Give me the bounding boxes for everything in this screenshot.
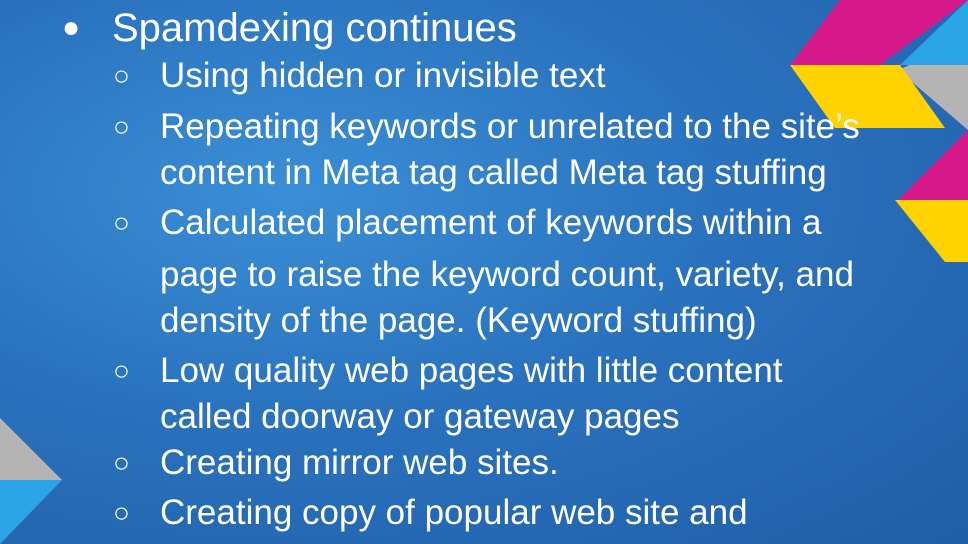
sub-bullet: ○ bbox=[113, 497, 130, 528]
list-item-line: Using hidden or invisible text bbox=[160, 56, 606, 95]
list-item-line: Creating copy of popular web site and bbox=[160, 493, 748, 532]
list-item-line: page to raise the keyword count, variety, and bbox=[160, 255, 854, 294]
sub-bullet: ○ bbox=[113, 207, 130, 238]
list-item-line: Creating mirror web sites. bbox=[160, 443, 559, 482]
list-item-line: Calculated placement of keywords within a bbox=[160, 203, 822, 242]
list-item-line: Low quality web pages with little content bbox=[160, 351, 783, 390]
list-item-line: Repeating keywords or unrelated to the site’s bbox=[160, 107, 860, 146]
sub-bullet: ○ bbox=[113, 355, 130, 386]
sub-bullet: ○ bbox=[113, 111, 130, 142]
slide-title: Spamdexing continues bbox=[112, 6, 517, 50]
list-item-line: content in Meta tag called Meta tag stuffing bbox=[160, 153, 827, 192]
title-bullet: ● bbox=[62, 11, 81, 44]
list-item-line: called doorway or gateway pages bbox=[160, 397, 680, 436]
sub-bullet: ○ bbox=[113, 60, 130, 91]
sub-bullet: ○ bbox=[113, 447, 130, 478]
list-item-line: density of the page. (Keyword stuffing) bbox=[160, 301, 757, 340]
